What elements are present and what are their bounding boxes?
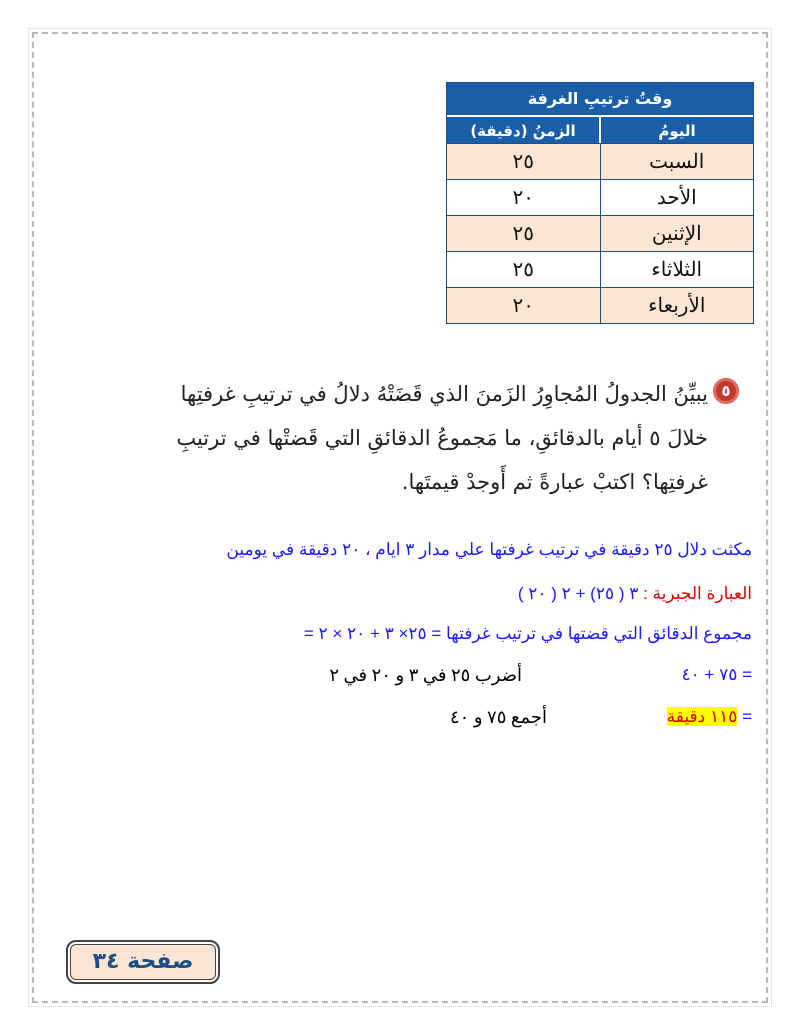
header-day: اليومُ bbox=[601, 115, 753, 143]
cell-time: ٢٠ bbox=[447, 288, 601, 323]
answer-line-2 bbox=[518, 584, 752, 604]
answer-line-1: مكثت دلال ٢٥ دقيقة في ترتيب غرفتها علي مدار ٣ ايام ، ٢٠ دقيقة في يومين bbox=[226, 540, 752, 559]
cell-time: ٢٥ bbox=[447, 252, 601, 287]
cell-day: الأحد bbox=[601, 180, 754, 215]
answer-line-3: مجموع الدقائق التي قضتها في ترتيب غرفتها = ٢٥× ٣ + ٢٠ × ٢ = bbox=[303, 624, 752, 643]
cell-time: ٢٥ bbox=[447, 144, 601, 179]
expression-value: ٣ ( ٢٥) + ٢ ( ٢٠ ) bbox=[517, 584, 639, 603]
question-text: يبيِّنُ الجدولُ المُجاوِرُ الزَمنَ الذي قَضَتْهُ دلالُ في ترتيبِ غرفتِها خلالَ ٥ أيام بالدقائقِ، ما مَجموعُ الدقائقِ التي قَضتْها في ترتيبِ غرفتِها؟ اكتبْ عبارةً ثم أَوجدْ قيمتَها. bbox=[176, 382, 708, 494]
cell-day: السبت bbox=[601, 144, 754, 179]
room-time-table bbox=[446, 82, 754, 324]
table-caption: وقتُ ترتيبِ الغرفة bbox=[447, 83, 753, 115]
table-row bbox=[447, 179, 753, 215]
question-number-badge: ٥ bbox=[713, 378, 739, 404]
expression-label: العبارة الجبرية : bbox=[638, 584, 752, 603]
answer-line-5-note: أجمع ٧٥ و ٤٠ bbox=[449, 707, 547, 727]
header-time: الزمنُ (دقيقة) bbox=[447, 115, 601, 143]
equals-sign: = bbox=[737, 707, 752, 726]
table-header-row bbox=[447, 115, 753, 143]
cell-day: الأربعاء bbox=[601, 288, 754, 323]
table-row bbox=[447, 251, 753, 287]
final-result: ١١٥ دقيقة bbox=[666, 707, 738, 726]
answer-line-4-note: أضرب ٢٥ في ٣ و ٢٠ في ٢ bbox=[329, 665, 522, 685]
cell-time: ٢٥ bbox=[447, 216, 601, 251]
table-row bbox=[447, 143, 753, 179]
answer-line-5-calc bbox=[667, 707, 752, 727]
answer-line-4-calc: = ٧٥ + ٤٠ bbox=[681, 665, 752, 684]
cell-time: ٢٠ bbox=[447, 180, 601, 215]
cell-day: الثلاثاء bbox=[601, 252, 754, 287]
table-row bbox=[447, 287, 753, 323]
cell-day: الإثنين bbox=[601, 216, 754, 251]
table-row bbox=[447, 215, 753, 251]
page-number-label: صفحة ٣٤ bbox=[66, 940, 220, 984]
